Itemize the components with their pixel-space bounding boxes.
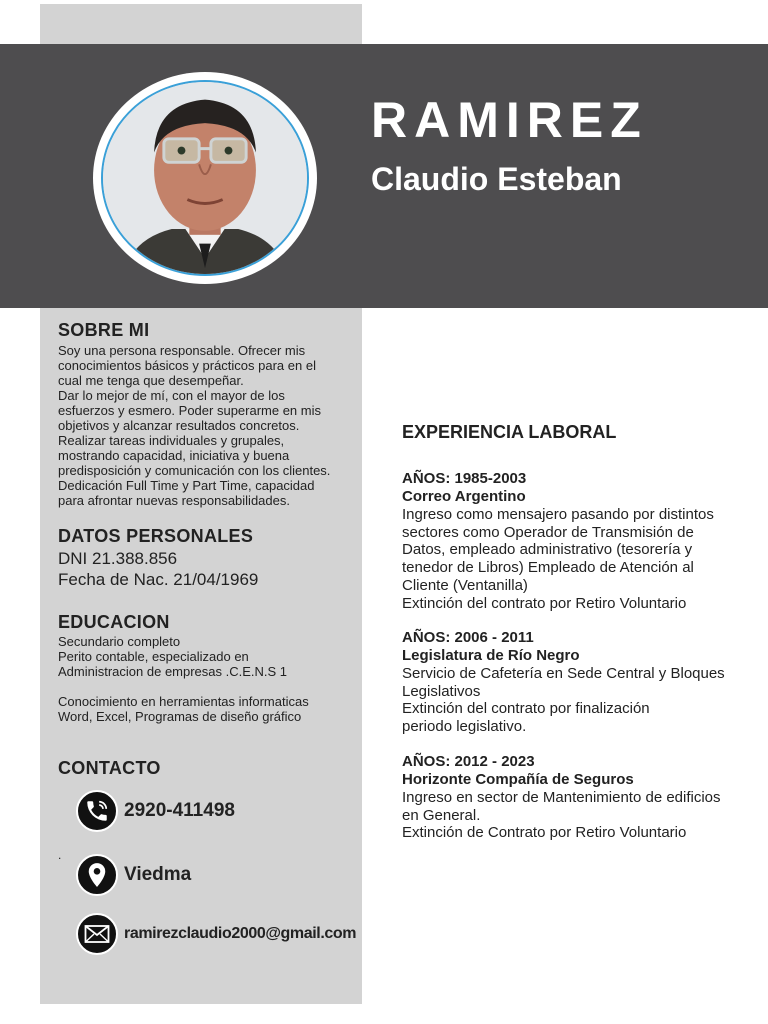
- profile-photo: [101, 80, 309, 276]
- job-years: AÑOS: 1985-2003: [402, 470, 527, 487]
- educacion-line: Conocimiento en herramientas informaticas: [58, 694, 309, 709]
- sobre-mi-text: [58, 343, 360, 508]
- job-line: Cliente (Ventanilla): [402, 576, 528, 594]
- job-description: [402, 789, 768, 842]
- job-line: en General.: [402, 806, 481, 824]
- section-title-sobre-mi: SOBRE MI: [58, 320, 150, 340]
- sobre-mi-line: Realizar tareas individuales y grupales,: [58, 433, 285, 448]
- educacion-line: Word, Excel, Programas de diseño gráfico: [58, 709, 302, 724]
- stray-mark: .: [58, 848, 62, 862]
- section-title-educacion: EDUCACION: [58, 612, 170, 632]
- job-line: periodo legislativo.: [402, 718, 527, 736]
- job-line: Extinción de Contrato por Retiro Voluntario: [402, 824, 687, 842]
- email-address: ramirezclaudio2000@gmail.com: [124, 925, 357, 942]
- educacion-line: Secundario completo: [58, 634, 181, 649]
- job-entry: [402, 470, 768, 612]
- sobre-mi-line: predisposición y comunicación con los clientes.: [58, 463, 331, 478]
- sobre-mi-line: conocimientos básicos y prácticos para en el: [58, 358, 316, 373]
- contact-phone[interactable]: [76, 790, 235, 832]
- envelope-icon: [76, 913, 118, 955]
- contact-location: [76, 854, 191, 896]
- birth-date: Fecha de Nac. 21/04/1969: [58, 570, 259, 589]
- educacion-line: [58, 679, 360, 694]
- first-name: Claudio Esteban: [371, 161, 622, 197]
- sobre-mi-line: para afrontar nuevas responsabilidades.: [58, 493, 290, 508]
- educacion-text: [58, 634, 360, 724]
- job-line: Extinción del contrato por Retiro Voluntario: [402, 594, 687, 612]
- city: Viedma: [124, 864, 192, 885]
- job-company: Legislatura de Río Negro: [402, 647, 580, 664]
- job-description: [402, 665, 768, 736]
- job-years: AÑOS: 2012 - 2023: [402, 753, 535, 770]
- contact-email[interactable]: [76, 913, 356, 955]
- educacion-line: Administracion de empresas .C.E.N.S 1: [58, 664, 288, 679]
- job-line: Servicio de Cafetería en Sede Central y Bloques: [402, 665, 725, 682]
- dni: DNI 21.388.856: [58, 549, 178, 568]
- sobre-mi-line: esfuerzos y esmero. Poder superarme en mis: [58, 403, 321, 418]
- portrait-illustration: [103, 82, 307, 274]
- last-name: RAMIREZ: [371, 92, 648, 148]
- sobre-mi-line: objetivos y alcanzar resultados concretos.: [58, 418, 300, 433]
- sobre-mi-line: cual me tenga que desempeñar.: [58, 373, 244, 388]
- job-company: Horizonte Compañía de Seguros: [402, 771, 634, 788]
- job-line: Ingreso en sector de Mantenimiento de edificios: [402, 789, 721, 806]
- job-entry: [402, 753, 768, 842]
- job-entry: [402, 629, 768, 736]
- sobre-mi-line: Dar lo mejor de mí, con el mayor de los: [58, 388, 285, 403]
- job-company: Correo Argentino: [402, 488, 526, 505]
- section-title-experiencia: EXPERIENCIA LABORAL: [402, 422, 617, 442]
- phone-number: 2920-411498: [124, 800, 235, 821]
- job-line: Extinción del contrato por finalización: [402, 700, 650, 718]
- sobre-mi-line: Dedicación Full Time y Part Time, capacidad: [58, 478, 315, 493]
- map-pin-icon: [76, 854, 118, 896]
- job-years: AÑOS: 2006 - 2011: [402, 629, 534, 646]
- phone-icon: [76, 790, 118, 832]
- job-line: tenedor de Libros) Empleado de Atención al: [402, 559, 694, 577]
- sobre-mi-line: Soy una persona responsable. Ofrecer mis: [58, 343, 306, 358]
- educacion-line: Perito contable, especializado en: [58, 649, 249, 664]
- job-line: Ingreso como mensajero pasando por distintos: [402, 506, 714, 523]
- job-line: Datos, empleado administrativo (tesorería y: [402, 541, 693, 559]
- section-title-contacto: CONTACTO: [58, 758, 161, 778]
- sobre-mi-line: mostrando capacidad, iniciativa y buena: [58, 448, 290, 463]
- job-line: Legislativos: [402, 682, 481, 700]
- section-title-datos-personales: DATOS PERSONALES: [58, 526, 254, 546]
- job-description: [402, 506, 768, 612]
- job-line: sectores como Operador de Transmisión de: [402, 523, 694, 541]
